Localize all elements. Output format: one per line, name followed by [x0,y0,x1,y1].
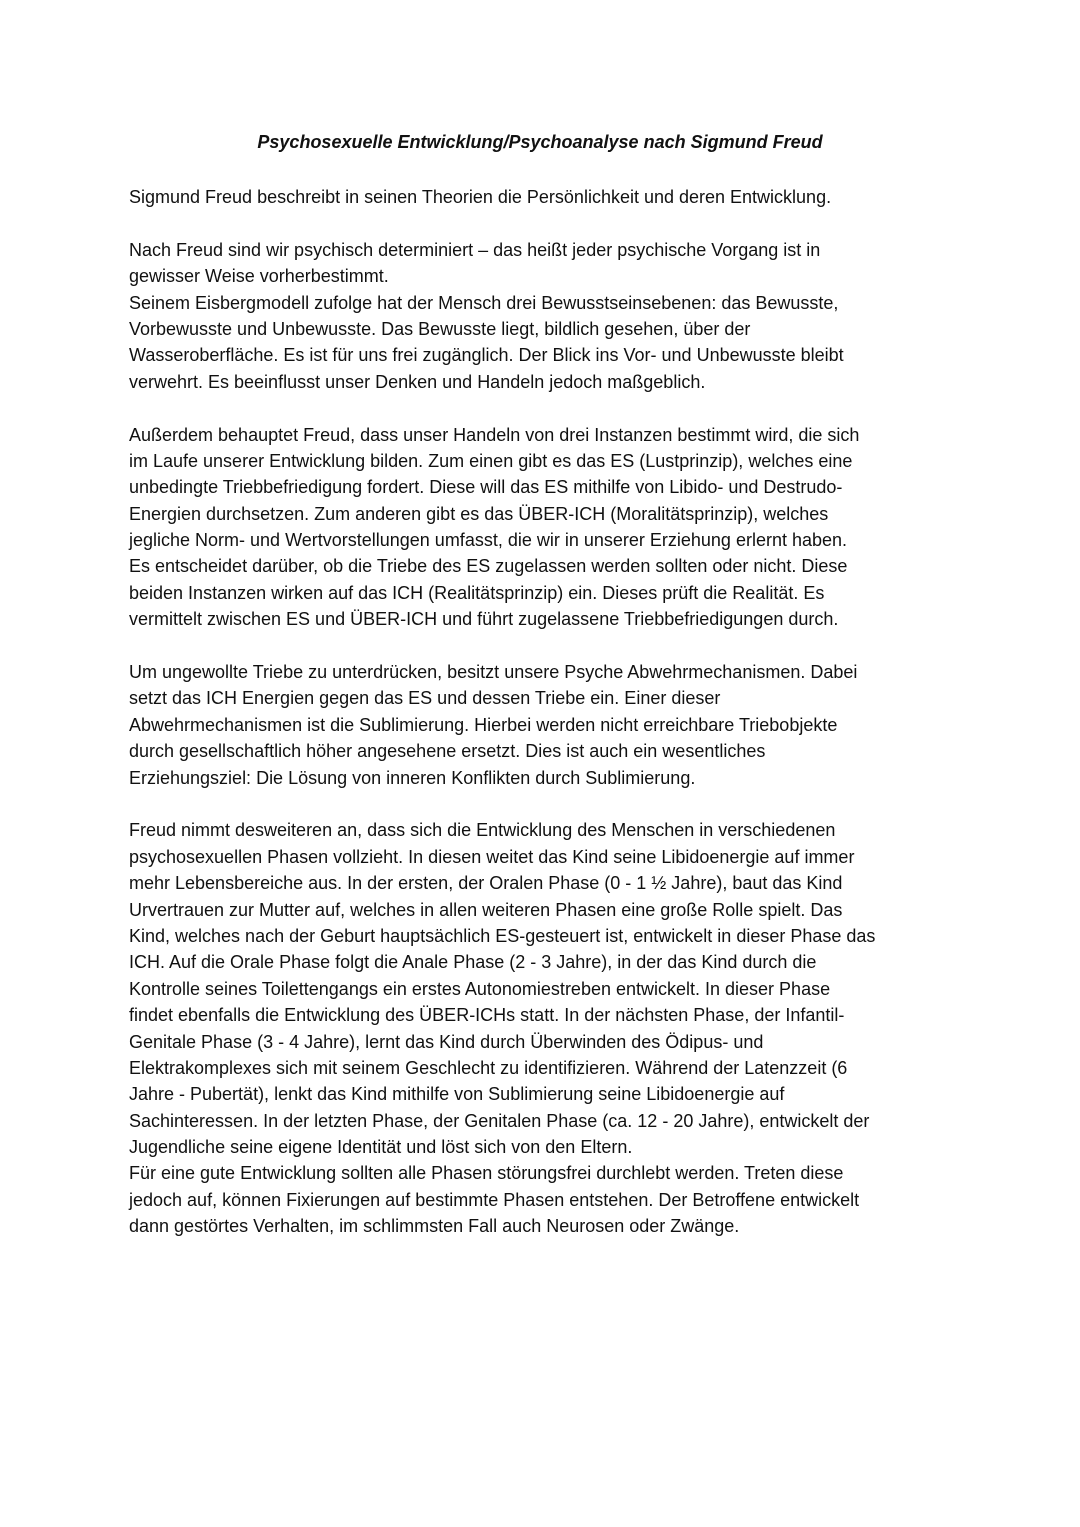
text-line: findet ebenfalls die Entwicklung des ÜBER-ICHs statt. In der nächsten Phase, der Infantil- [129,1005,845,1026]
document-title: Psychosexuelle Entwicklung/Psychoanalyse nach Sigmund Freud [257,132,823,152]
text-line: Es entscheidet darüber, ob die Triebe des ES zugelassen werden sollten oder nicht. Diese [129,556,848,577]
text-line: ICH. Auf die Orale Phase folgt die Anale Phase (2 - 3 Jahre), in der das Kind durch die [129,952,817,973]
text-line: durch gesellschaftlich höher angesehene ersetzt. Dies ist auch ein wesentliches [129,741,766,762]
text-line: Um ungewollte Triebe zu unterdrücken, besitzt unsere Psyche Abwehrmechanismen. Dabei [129,662,858,683]
text-line: gewisser Weise vorherbestimmt. [129,266,389,287]
text-line: psychosexuellen Phasen vollzieht. In diesen weitet das Kind seine Libidoenergie auf immer [129,846,855,867]
text-line: Freud nimmt desweiteren an, dass sich die Entwicklung des Menschen in verschiedenen [129,820,836,841]
text-line: Außerdem behauptet Freud, dass unser Handeln von drei Instanzen bestimmt wird, die sich [129,424,860,445]
text-line: Jahre - Pubertät), lenkt das Kind mithilfe von Sublimierung seine Libidoenergie auf [129,1084,785,1105]
text-line: verwehrt. Es beeinflusst unser Denken und Handeln jedoch maßgeblich. [129,371,706,392]
text-line: Seinem Eisbergmodell zufolge hat der Mensch drei Bewusstseinsebenen: das Bewusste, [129,292,839,313]
text-line: Elektrakomplexes sich mit seinem Geschlecht zu identifizieren. Während der Latenzzeit (6 [129,1057,848,1078]
text-line: Kind, welches nach der Geburt hauptsächlich ES-gesteuert ist, entwickelt in dieser Phase das [129,925,876,946]
text-line: mehr Lebensbereiche aus. In der ersten, der Oralen Phase (0 - 1 ½ Jahre), baut das Kind [129,873,843,894]
text-line: Sigmund Freud beschreibt in seinen Theorien die Persönlichkeit und deren Entwicklung. [129,187,832,207]
text-line: Für eine gute Entwicklung sollten alle Phasen störungsfrei durchlebt werden. Treten diese [129,1163,844,1184]
text-line: unbedingte Triebbefriedigung fordert. Diese will das ES mithilfe von Libido- und Destrudo- [129,477,843,498]
paragraph-intro [129,184,949,210]
paragraph-conclusion [129,1160,949,1239]
paragraph-instances [129,422,949,633]
text-line: Erziehungsziel: Die Lösung von inneren Konflikten durch Sublimierung. [129,767,696,788]
text-line: Jugendliche seine eigene Identität und löst sich von den Eltern. [129,1137,633,1158]
document-body [129,184,949,1240]
text-line: Sachinteressen. In der letzten Phase, der Genitalen Phase (ca. 12 - 20 Jahre), entwickelt der [129,1110,870,1131]
paragraph-phases [129,817,949,1160]
paragraph-iceberg-model [129,290,949,396]
text-line: Genitale Phase (3 - 4 Jahre), lernt das Kind durch Überwinden des Ödipus- und [129,1031,764,1052]
text-line: Nach Freud sind wir psychisch determiniert – das heißt jeder psychische Vorgang ist in [129,239,821,260]
text-line: Abwehrmechanismen ist die Sublimierung. Hierbei werden nicht erreichbare Triebobjekte [129,714,838,735]
text-line: Energien durchsetzen. Zum anderen gibt es das ÜBER-ICH (Moralitätsprinzip), welches [129,503,829,524]
text-line: setzt das ICH Energien gegen das ES und dessen Triebe ein. Einer dieser [129,688,721,709]
text-line: dann gestörtes Verhalten, im schlimmsten Fall auch Neurosen oder Zwänge. [129,1216,740,1237]
text-line: beiden Instanzen wirken auf das ICH (Realitätsprinzip) ein. Dieses prüft die Realität. Es [129,582,825,603]
text-line: jegliche Norm- und Wertvorstellungen umfasst, die wir in unserer Erziehung erlernt haben. [129,530,848,551]
text-line: im Laufe unserer Entwicklung bilden. Zum einen gibt es das ES (Lustprinzip), welches eine [129,450,853,471]
text-line: Urvertrauen zur Mutter auf, welches in allen weiteren Phasen eine große Rolle spielt. Das [129,899,843,920]
text-line: jedoch auf, können Fixierungen auf bestimmte Phasen entstehen. Der Betroffene entwickelt [129,1189,860,1210]
paragraph-defense-mechanisms [129,659,949,791]
text-line: Wasseroberfläche. Es ist für uns frei zugänglich. Der Blick ins Vor- und Unbewusste bleibt [129,345,844,366]
text-line: Vorbewusste und Unbewusste. Das Bewusste liegt, bildlich gesehen, über der [129,318,751,339]
text-line: vermittelt zwischen ES und ÜBER-ICH und führt zugelassene Triebbefriedigungen durch. [129,609,839,630]
text-line: Kontrolle seines Toilettengangs ein erstes Autonomiestreben entwickelt. In dieser Phase [129,978,831,999]
paragraph-determinism [129,237,949,290]
